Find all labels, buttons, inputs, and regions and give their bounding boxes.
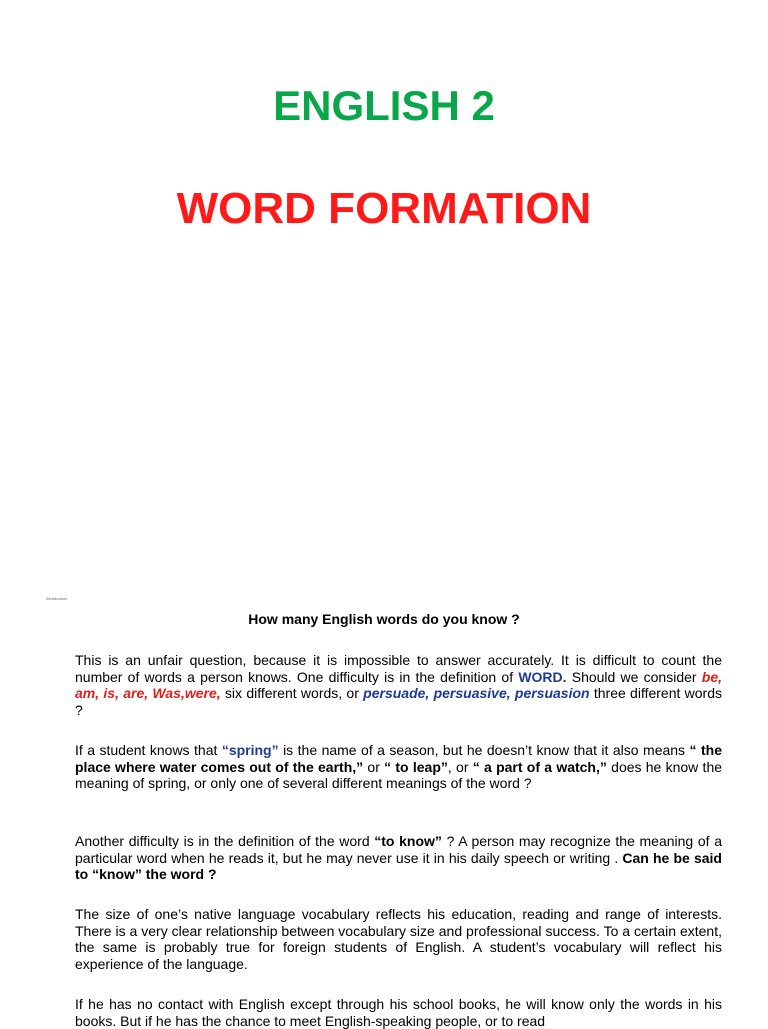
slide-label: Introduction xyxy=(46,596,67,601)
p2-text-b: is the name of a season, but he doesn’t know that it also means xyxy=(278,742,690,758)
p1-text-c: six different words, or xyxy=(220,685,364,701)
paragraph-2 xyxy=(75,742,722,792)
p3-text-a: Another difficulty is in the definition of the word xyxy=(75,833,375,849)
word-keyword: WORD. xyxy=(518,668,567,685)
p2-text-a: If a student knows that xyxy=(75,742,222,758)
p3-text-b: ? A person may recognize the meaning of a particular word when he reads it, but he may never use it in his daily speech or writing . xyxy=(75,833,722,866)
persuade-forms-list: persuade, persuasive, persuasion xyxy=(363,685,590,701)
meaning-1: “ the place where water comes out of the earth,” xyxy=(75,742,722,775)
paragraph-1 xyxy=(75,652,722,718)
question-heading: How many English words do you know ? xyxy=(248,611,520,627)
p2-text-c: or xyxy=(363,758,385,775)
paragraph-4: The size of one’s native language vocabulary reflects his education, reading and range of interests. There is a very clear relationship between vocabulary size and professional success. To a certain extent, the same is probably true for foreign students of English. A student’s vocabulary will reflect his experience of the language. xyxy=(75,906,722,972)
paragraph-3 xyxy=(75,833,722,883)
p2-text-d: , or xyxy=(447,758,473,775)
meaning-2: “ to leap” xyxy=(384,758,448,775)
p2-text-e: does he know the meaning of spring, or only one of several different meanings of the word ? xyxy=(75,758,723,791)
paragraph-5: If he has no contact with English except through his school books, he will know only the words in his books. But if he has the chance to meet English-speaking people, or to read xyxy=(75,996,722,1029)
p1-text-d: three different words ? xyxy=(75,685,723,718)
lesson-title: WORD FORMATION xyxy=(176,184,592,233)
meaning-3: “ a part of a watch,” xyxy=(472,758,607,775)
p1-text-a: This is an unfair question, because it is impossible to answer accurately. It is difficult to count the number of words a person knows. One difficulty is in the definition of xyxy=(75,652,722,685)
to-know-keyword: “to know” xyxy=(374,833,442,849)
course-title: ENGLISH 2 xyxy=(273,82,495,129)
spring-keyword: “spring” xyxy=(221,742,279,758)
p1-text-b: Should we consider xyxy=(566,668,702,685)
be-forms-list: be, am, is, are, Was,were, xyxy=(75,668,722,701)
p3-question: Can he be said to “know” the word ? xyxy=(75,849,722,882)
